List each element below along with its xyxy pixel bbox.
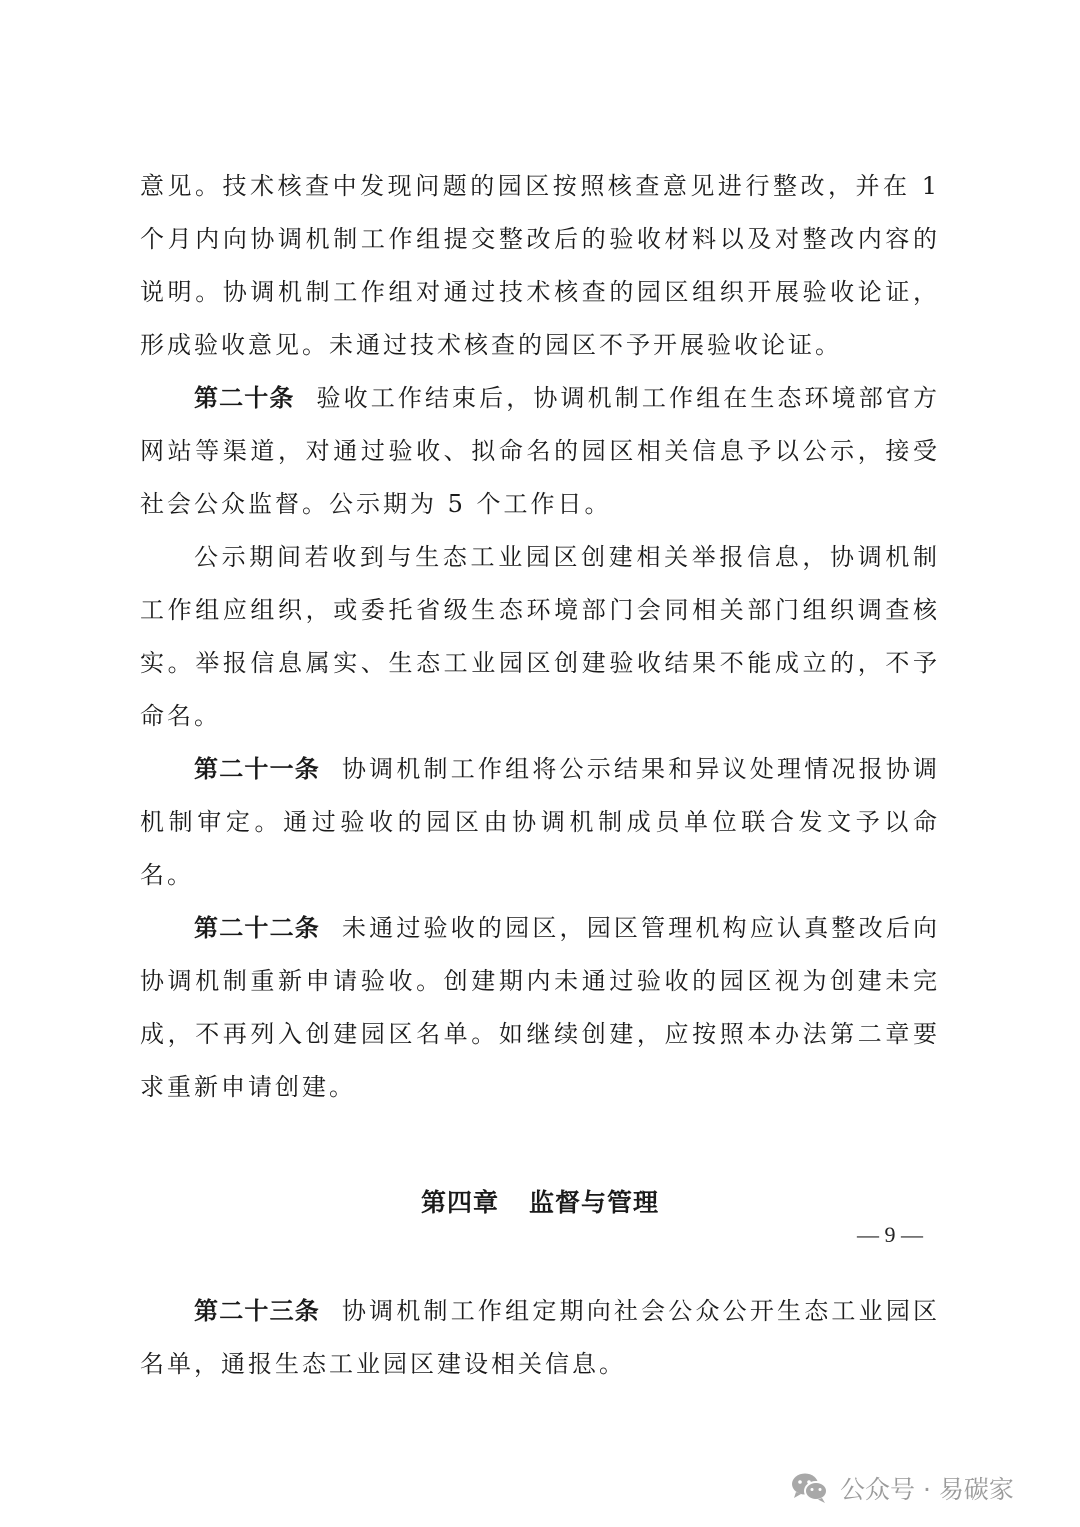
article-text: 验收工作结束后，协调机制工作组在生态环境部官方网站等渠道，对通过验收、拟命名的园区相关信息予以公示，接受社会公众监督。公示期为 5 个工作日。	[140, 384, 941, 518]
article-21	[140, 743, 940, 902]
article-22	[140, 902, 940, 1114]
chapter-number: 第四章	[420, 1188, 499, 1217]
watermark	[790, 1465, 1014, 1511]
article-23	[140, 1285, 940, 1391]
paragraph-publicity: 公示期间若收到与生态工业园区创建相关举报信息，协调机制工作组应组织，或委托省级生态环境部门会同相关部门组织调查核实。举报信息属实、生态工业园区创建验收结果不能成立的，不予命名。	[140, 543, 940, 730]
article-heading: 第二十三条	[194, 1297, 320, 1325]
article-20	[140, 372, 940, 531]
article-text: 协调机制工作组定期向社会公众公开生态工业园区名单，通报生态工业园区建设相关信息。	[140, 1297, 941, 1378]
article-heading: 第二十一条	[194, 755, 320, 783]
article-heading: 第二十二条	[194, 914, 320, 942]
article-text: 未通过验收的园区，园区管理机构应认真整改后向协调机制重新申请验收。创建期内未通过验收的园区视为创建未完成，不再列入创建园区名单。如继续创建，应按照本办法第二章要求重新申请创建。	[140, 914, 941, 1101]
wechat-icon	[790, 1471, 830, 1505]
chapter-title: 监督与管理	[529, 1188, 660, 1217]
document-body	[140, 160, 940, 1391]
paragraph-1: 意见。技术核查中发现问题的园区按照核查意见进行整改，并在 1 个月内向协调机制工作组提交整改后的验收材料以及对整改内容的说明。协调机制工作组对通过技术核查的园区组织开展验收论证，形成验收意见。未通过技术核查的园区不予开展验收论证。	[140, 172, 940, 359]
article-heading: 第二十条	[194, 384, 295, 412]
article-text: 协调机制工作组将公示结果和异议处理情况报协调机制审定。通过验收的园区由协调机制成员单位联合发文予以命名。	[140, 755, 941, 889]
page-number: — 9 —	[857, 1222, 923, 1247]
watermark-text: 公众号 · 易碳家	[840, 1475, 1014, 1504]
chapter-heading	[140, 1176, 940, 1229]
